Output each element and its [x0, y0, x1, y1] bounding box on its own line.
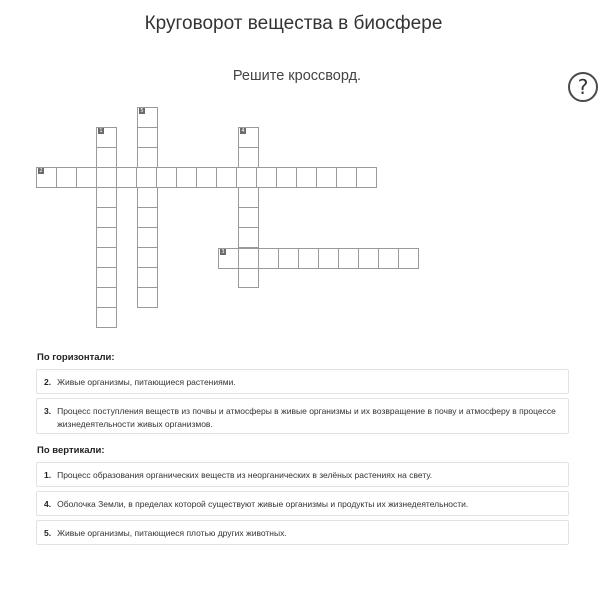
crossword-cell[interactable]	[338, 248, 359, 269]
crossword-cell[interactable]	[116, 167, 137, 188]
crossword-cell[interactable]	[56, 167, 77, 188]
clue-number: 4.	[44, 499, 52, 509]
crossword-cell[interactable]	[176, 167, 197, 188]
crossword-cell[interactable]	[96, 287, 117, 308]
crossword-cell[interactable]	[238, 147, 259, 168]
crossword-cell[interactable]	[156, 167, 177, 188]
crossword-cell[interactable]	[318, 248, 339, 269]
crossword-cell[interactable]	[238, 248, 259, 269]
clue-number: 1.	[44, 470, 52, 480]
crossword-cell[interactable]	[316, 167, 337, 188]
clue-vertical-5	[36, 520, 569, 545]
clue-number: 2.	[44, 377, 52, 387]
crossword-cell[interactable]	[356, 167, 377, 188]
crossword-cell[interactable]	[238, 227, 259, 248]
help-button[interactable]: ?	[568, 72, 598, 102]
crossword-cell[interactable]	[137, 107, 158, 128]
crossword-cell[interactable]	[96, 207, 117, 228]
clue-text: Процесс поступления веществ из почвы и атмосферы в живые организмы и их возвращение в почву и атмосферу в процессе жизнедеятельности живых организмов.	[57, 406, 556, 429]
clue-horizontal-2	[36, 369, 569, 394]
crossword-cell[interactable]	[238, 187, 259, 208]
crossword-cell[interactable]	[216, 167, 237, 188]
crossword-cell[interactable]	[96, 227, 117, 248]
cell-number-label: 3	[221, 249, 225, 255]
crossword-cell[interactable]	[137, 227, 158, 248]
crossword-cell[interactable]	[137, 207, 158, 228]
crossword-cell[interactable]	[76, 167, 97, 188]
crossword-cell[interactable]	[296, 167, 317, 188]
crossword-cell[interactable]	[137, 247, 158, 268]
clue-number: 5.	[44, 528, 52, 538]
crossword-cell[interactable]	[137, 267, 158, 288]
crossword-cell[interactable]	[196, 167, 217, 188]
crossword-cell[interactable]	[236, 167, 257, 188]
crossword-cell[interactable]	[96, 267, 117, 288]
crossword-cell[interactable]	[137, 187, 158, 208]
crossword-cell[interactable]	[96, 167, 117, 188]
crossword-cell[interactable]	[336, 167, 357, 188]
cell-number-label: 1	[99, 128, 103, 134]
crossword-cell[interactable]	[36, 167, 57, 188]
cell-number-label: 4	[241, 128, 245, 134]
crossword-cell[interactable]	[96, 127, 117, 148]
clue-horizontal-3	[36, 398, 569, 434]
crossword-cell[interactable]	[258, 248, 279, 269]
crossword-cell[interactable]	[378, 248, 399, 269]
crossword-cell[interactable]	[137, 127, 158, 148]
crossword-cell[interactable]	[136, 167, 157, 188]
crossword-cell[interactable]	[238, 267, 259, 288]
crossword-cell[interactable]	[96, 147, 117, 168]
crossword-cell[interactable]	[298, 248, 319, 269]
crossword-cell[interactable]	[96, 247, 117, 268]
clue-vertical-4	[36, 491, 569, 516]
crossword-cell[interactable]	[96, 307, 117, 328]
crossword-cell[interactable]	[96, 187, 117, 208]
clue-vertical-1	[36, 462, 569, 487]
clue-number: 3.	[44, 406, 52, 416]
crossword-cell[interactable]	[238, 207, 259, 228]
clue-text: Процесс образования органических веществ из неорганических в зелёных растениях на свету.	[57, 470, 433, 480]
cell-number-label: 2	[39, 168, 43, 174]
page-title: Круговорот вещества в биосфере	[144, 13, 443, 34]
clue-text: Живые организмы, питающиеся плотью других животных.	[57, 528, 287, 538]
crossword-cell[interactable]	[276, 167, 297, 188]
crossword-cell[interactable]	[238, 127, 259, 148]
crossword-cell[interactable]	[398, 248, 419, 269]
task-instruction: Решите кроссворд.	[232, 68, 362, 84]
crossword-cell[interactable]	[358, 248, 379, 269]
crossword-cell[interactable]	[218, 248, 239, 269]
crossword-cell[interactable]	[137, 147, 158, 168]
clue-text: Живые организмы, питающиеся растениями.	[57, 377, 236, 387]
horizontal-heading: По горизонтали:	[37, 352, 115, 363]
crossword-cell[interactable]	[256, 167, 277, 188]
clue-text: Оболочка Земли, в пределах которой существуют живые организмы и продукты их жизнедеятельности.	[57, 499, 469, 509]
cell-number-label: 5	[140, 108, 144, 114]
crossword-cell[interactable]	[278, 248, 299, 269]
vertical-heading: По вертикали:	[37, 445, 105, 456]
crossword-cell[interactable]	[137, 287, 158, 308]
